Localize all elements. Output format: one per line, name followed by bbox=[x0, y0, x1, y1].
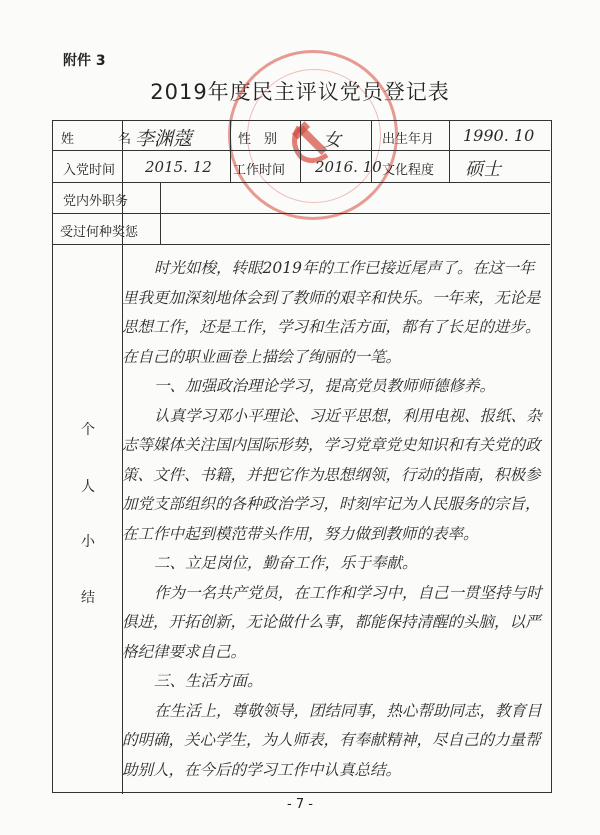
positions-label: 党内外职务 bbox=[63, 194, 129, 209]
gender-value: 女 bbox=[323, 130, 341, 151]
row-line bbox=[53, 182, 550, 183]
summary-heading: 一、加强政治理论学习，提高党员教师师德修养。 bbox=[154, 377, 496, 395]
join-label: 入党时间 bbox=[63, 163, 116, 178]
name-value: 李渊蔻 bbox=[135, 128, 193, 150]
col-line bbox=[449, 121, 450, 182]
name-label: 姓 名 bbox=[61, 132, 138, 147]
summary-paragraph: 时光如梭，转眼2019年的工作已接近尾声了。在这一年里我更加深刻地体会到了教师的艰辛和快乐。一年来，无论是思想工作，还是工作，学习和生活方面，都有了长足的进步。在自己的职业画卷上描绘了绚丽的一笔。 bbox=[122, 259, 541, 366]
col-line bbox=[160, 182, 161, 244]
col-line bbox=[300, 121, 301, 182]
summary-label-char: 小 bbox=[81, 534, 95, 550]
summary-label-char: 人 bbox=[81, 479, 95, 495]
personal-summary bbox=[122, 254, 548, 785]
summary-label-char: 结 bbox=[81, 590, 95, 606]
row-line bbox=[53, 213, 550, 214]
page-number: - 7 - bbox=[287, 797, 313, 812]
work-label: 工作时间 bbox=[233, 163, 286, 178]
col-line bbox=[230, 121, 231, 182]
gender-label: 性 别 bbox=[238, 132, 278, 147]
summary-label-char: 个 bbox=[81, 422, 95, 438]
birth-value: 1990. 10 bbox=[463, 126, 535, 145]
summary-heading: 三、生活方面。 bbox=[154, 672, 263, 690]
summary-heading: 二、立足岗位，勤奋工作，乐于奉献。 bbox=[154, 554, 418, 572]
form-title: 2019年度民主评议党员登记表 bbox=[150, 80, 450, 104]
summary-paragraph: 认真学习邓小平理论、习近平思想，利用电视、报纸、杂志等媒体关注国内国际形势，学习党章党史知识和有关党的政策、文件、书籍，并把它作为思想纲领，行动的指南，积极参加党支部组织的各种政治学习，时刻牢记为人民服务的宗旨，在工作中起到模范带头作用，努力做到教师的表率。 bbox=[122, 406, 542, 543]
edu-value: 硕士 bbox=[465, 159, 501, 180]
edu-label: 文化程度 bbox=[382, 163, 435, 178]
attachment-label: 附件 3 bbox=[63, 53, 106, 69]
summary-paragraph: 在生活上，尊敬领导，团结同事，热心帮助同志，教育目的明确，关心学生，为人师表，有奉献精神，尽自己的力量帮助别人，在今后的学习工作中认真总结。 bbox=[122, 701, 542, 779]
join-value: 2015. 12 bbox=[145, 158, 212, 176]
summary-paragraph: 作为一名共产党员，在工作和学习中，自己一贯坚持与时俱进，开拓创新，无论做什么事，都能保持清醒的头脑，以严格纪律要求自己。 bbox=[122, 583, 542, 661]
row-line bbox=[53, 244, 550, 245]
awards-label: 受过何种奖惩 bbox=[60, 225, 139, 240]
work-value: 2016. 10 bbox=[315, 158, 382, 176]
row-line bbox=[53, 150, 550, 151]
birth-label: 出生年月 bbox=[382, 132, 435, 147]
